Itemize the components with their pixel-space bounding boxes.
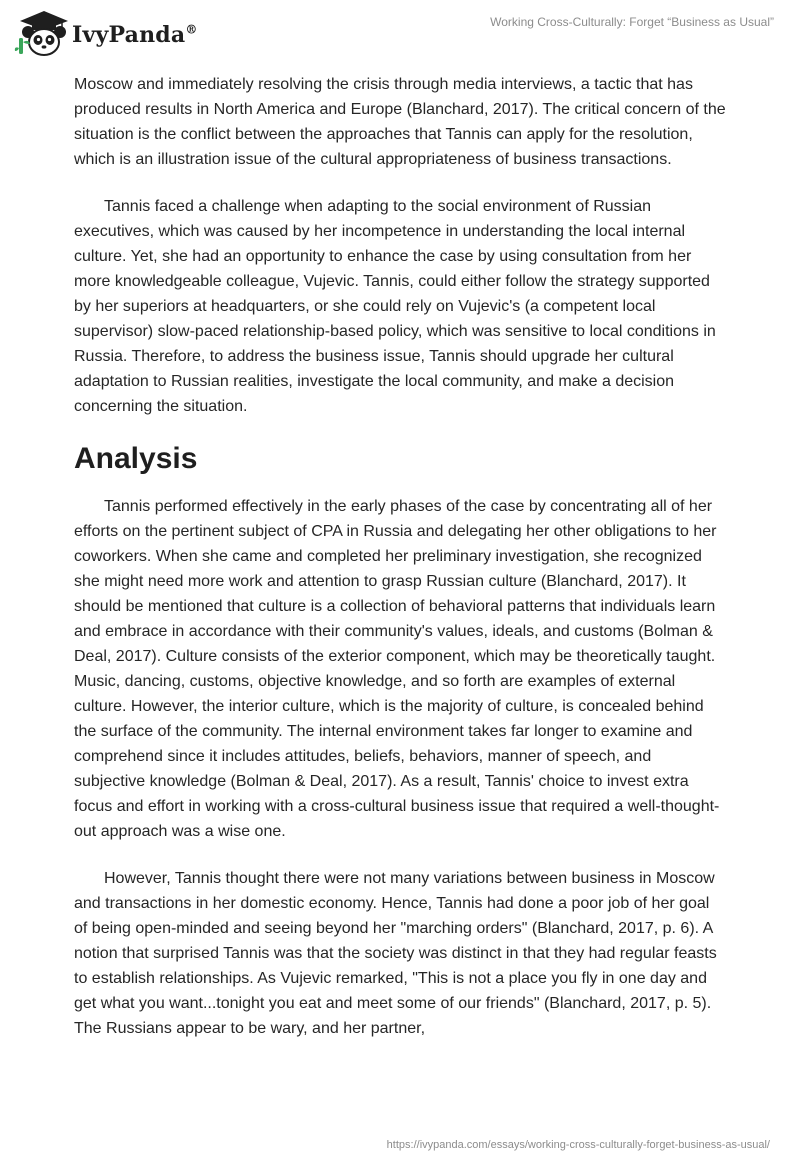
brand-name: IvyPanda®: [72, 22, 198, 48]
document-title: Working Cross-Culturally: Forget “Business as Usual”: [490, 15, 774, 29]
page-header: [0, 0, 800, 66]
source-url[interactable]: https://ivypanda.com/essays/working-cross-culturally-forget-business-as-usual/: [386, 1139, 770, 1151]
paragraph: Tannis faced a challenge when adapting to the social environment of Russian executives, which was caused by her incompetence in understanding the local internal culture. Yet, she had an opportunity to enhance the case by using consultation from her more knowledgeable colleague, Vujevic. Tannis, could either follow the strategy supported by her superiors at headquarters, or she could rely on Vujevic's (a competent local supervisor) slow-paced relationship-based policy, which was sensitive to local conditions in Russia. Therefore, to address the business issue, Tannis should upgrade her cultural adaptation to Russian realities, investigate the local community, and make a decision concerning the situation.: [74, 198, 716, 415]
paragraph: Tannis performed effectively in the early phases of the case by concentrating all of her efforts on the pertinent subject of CPA in Russia and delegating her other obligations to her coworkers. When she came and completed her preliminary investigation, she recognized she might need more work and attention to grasp Russian culture (Blanchard, 2017). It should be mentioned that culture is a collection of behavioral patterns that individuals learn and embrace in accordance with their community's values, ideals, and customs (Bolman & Deal, 2017). Culture consists of the exterior component, which may be theoretically taught. Music, dancing, customs, objective knowledge, and so forth are examples of external culture. However, the interior culture, which is the majority of culture, is concealed behind the surface of the community. The internal environment takes far longer to examine and comprehend since it includes attitudes, beliefs, behaviors, manner of speech, and subjective knowledge (Bolman & Deal, 2017). As a result, Tannis' choice to invest extra focus and effort in working with a cross-cultural business issue that required a well-thought-out approach was a wise one.: [74, 498, 720, 840]
ivypanda-logo[interactable]: [14, 8, 198, 58]
paragraph: However, Tannis thought there were not many variations between business in Moscow and transactions in her domestic economy. Hence, Tannis had done a poor job of her goal of being open-minded and seeing beyond her "marching orders" (Blanchard, 2017, p. 6). A notion that surprised Tannis was that the society was distinct in that they had regular feasts to establish relationships. As Vujevic remarked, "This is not a place you fly in one day and get what you want...tonight you eat and meet some of our friends" (Blanchard, 2017, p. 5). The Russians appear to be wary, and her partner,: [74, 870, 717, 1037]
section-heading-analysis: Analysis: [74, 442, 198, 475]
panda-graduate-icon: [14, 8, 70, 58]
paragraph-continuation: Moscow and immediately resolving the crisis through media interviews, a tactic that has produced results in North America and Europe (Blanchard, 2017). The critical concern of the situation is the conflict between the approaches that Tannis can apply for the resolution, which is an illustration issue of the cultural appropriateness of business transactions.: [74, 76, 726, 168]
essay-body: [74, 72, 726, 1063]
